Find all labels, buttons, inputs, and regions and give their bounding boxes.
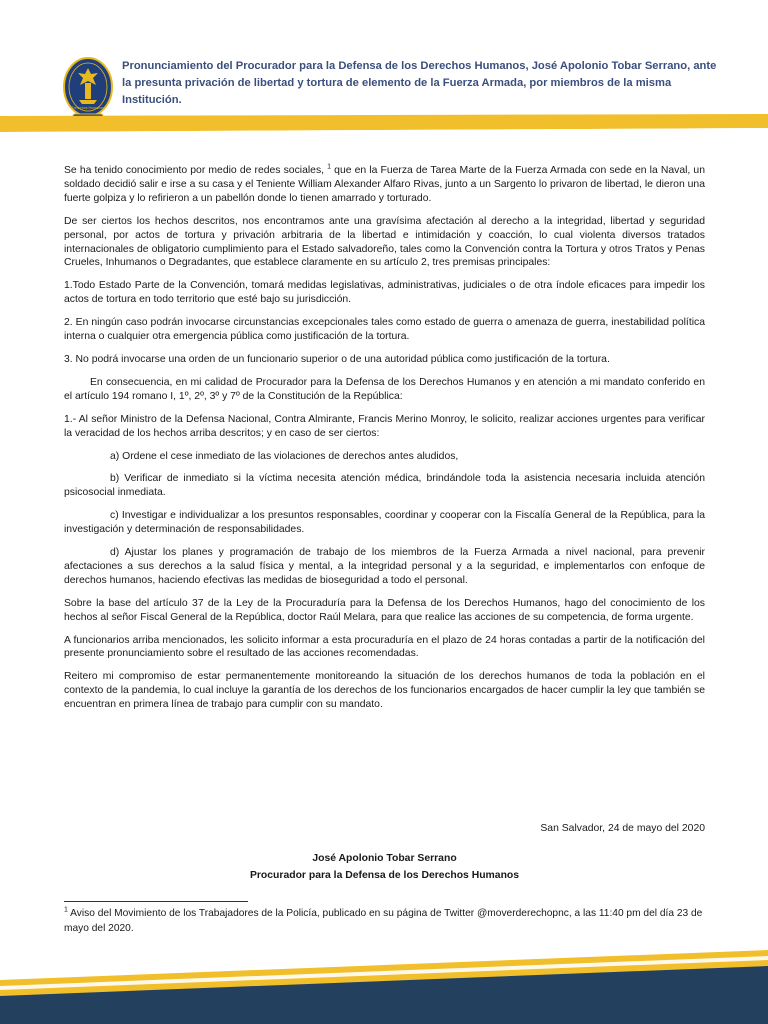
paragraph-2: De ser ciertos los hechos descritos, nos encontramos ante una gravísima afectación al derecho a la integridad, libertad y seguridad personal, por actos de tortura y privación arbitraria de la libertad e intimidación y coacción, lo cual violenta diversos tratados internacionales de obligatorio cumplimiento para el Estado salvadoreño, tales como la Convención contra la Tortura y otros Tratos y Penas Crueles, Inhumanos o Degradantes, que establece claramente en su artículo 2, tres premisas principales: [64, 215, 705, 269]
premise-3: 3. No podrá invocarse una orden de un funcionario superior o de una autoridad pública como justificación de la tortura. [64, 353, 610, 365]
paragraph-consecuencia: En consecuencia, en mi calidad de Procurador para la Defensa de los Derechos Humanos y en atención a mi mandato conferido en el artículo 194 romano I, 1º, 2º, 3º y 7º de la Constitución de la República: [64, 376, 705, 402]
request-ministro: 1.- Al señor Ministro de la Defensa Nacional, Contra Almirante, Francis Merino Monroy, le solicito, realizar acciones urgentes para verificar la veracidad de los hechos arriba descritos; y en caso de ser ciertos: [64, 413, 705, 439]
footnote: $^1$ Aviso del Movimiento de los Trabajadores de la Policía, publicado en su página de Twitter @moverderechopnc, a las 11:40 pm del día 23 de mayo del 2020. [64, 906, 703, 934]
signer-name: José Apolonio Tobar Serrano [312, 853, 457, 864]
footnote-divider [64, 901, 248, 902]
request-item-d: d) Ajustar los planes y programación de trabajo de los miembros de la Fuerza Armada a nivel nacional, para prevenir afectaciones a sus derechos a la salud física y mental, a la integridad personal y a la seguridad, e implementarlos con enfoque de derechos humanos, haciendo efectivas las medidas de bioseguridad a todo el personal. [64, 547, 705, 586]
place-date: San Salvador, 24 de mayo del 2020 [540, 823, 705, 834]
paragraph-1: Se ha tenido conocimiento por medio de redes sociales, $^1$ que en la Fuerza de Tarea Marte de la Fuerza Armada con sede en la Naval, un soldado decidió salir e irse a su casa y el Teniente William Alexander Alfaro Rivas, junto a un Sargento lo privaron de libertad, le dieron una fuerte golpiza y lo refirieron a un pabellón donde lo tienen amarrado y torturado. [64, 163, 705, 204]
paragraph-compromiso: Reitero mi compromiso de estar permanentemente monitoreando la situación de los derechos humanos de toda la población en el contexto de la pandemia, lo cual incluye la garantía de los derechos de los funcionarios encargados de hacer cumplir la ley que también se encuentran en primera línea de trabajo para cumplir con su mandato. [64, 671, 705, 711]
document-title: Pronunciamiento del Procurador para la Defensa de los Derechos Humanos, José Apolonio Tobar Serrano, ante la presunta privación de libertad y tortura de elemento de la Fuerza Armada, por miembros de la misma Institución. [122, 60, 717, 106]
signature-block [64, 850, 705, 884]
premise-2: 2. En ningún caso podrán invocarse circunstancias excepcionales tales como estado de guerra o amenaza de guerra, inestabilidad política interna o cualquier otra emergencia pública como justificación de la tortura. [64, 317, 705, 343]
paragraph-plazo: A funcionarios arriba mencionados, les solicito informar a esta procuraduría en el plazo de 24 horas contadas a partir de la notificación del presente pronunciamiento sobre el resultado de las acciones recomendadas. [64, 634, 705, 660]
request-item-a: a) Ordene el cese inmediato de las violaciones de derechos antes aludidos, [110, 450, 459, 462]
footer-band [0, 946, 768, 1024]
signer-title: Procurador para la Defensa de los Derechos Humanos [249, 870, 520, 881]
header-band [0, 114, 768, 136]
footnote-ref: 1 [327, 163, 332, 171]
request-item-b: b) Verificar de inmediato si la víctima necesita atención médica, brindándole toda la asistencia necesaria incluida atención psicosocial inmediata. [64, 473, 705, 499]
svg-text:Derechos Humanos: Derechos Humanos [72, 106, 104, 110]
request-item-c: c) Investigar e individualizar a los presuntos responsables, coordinar y cooperar con la Fiscalía General de la República, para la investigación y determinación de responsabilidades. [64, 510, 705, 536]
premise-1: 1.Todo Estado Parte de la Convención, tomará medidas legislativas, administrativas, judiciales o de otra índole eficaces para impedir los actos de tortura en todo territorio que esté bajo su jurisdicción. [64, 280, 705, 306]
paragraph-fiscal: Sobre la base del artículo 37 de la Ley de la Procuraduría para la Defensa de los Derechos Humanos, hago del conocimiento de los hechos al señor Fiscal General de la República, doctor Raúl Melara, para que realice las acciones de su competencia, de forma urgente. [64, 597, 705, 623]
document-body [64, 164, 705, 721]
